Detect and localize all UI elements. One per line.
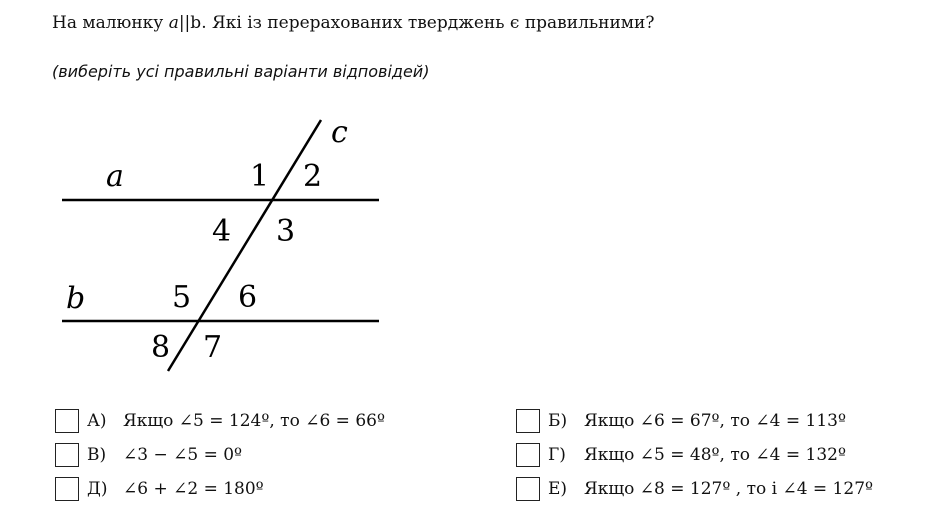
label-b: b (66, 281, 86, 316)
option-e[interactable] (516, 476, 873, 502)
option-v[interactable] (55, 442, 242, 468)
option-d-letter: Д) (87, 479, 108, 499)
option-v-checkbox[interactable] (55, 443, 79, 467)
option-d[interactable] (55, 476, 264, 502)
option-b-checkbox[interactable] (516, 409, 540, 433)
option-g-checkbox[interactable] (516, 443, 540, 467)
option-v-text: ∠3 − ∠5 = 0º (123, 445, 243, 465)
option-d-text: ∠6 + ∠2 = 180º (123, 479, 264, 499)
angle-label-3: 3 (276, 214, 296, 249)
option-g-letter: Г) (548, 445, 566, 465)
option-a[interactable] (55, 408, 385, 434)
angle-label-1: 1 (250, 159, 270, 194)
option-a-checkbox[interactable] (55, 409, 79, 433)
option-e-text: Якщо ∠8 = 127º , то і ∠4 = 127º (584, 479, 873, 499)
angle-label-8: 8 (151, 330, 171, 365)
option-g-text: Якщо ∠5 = 48º, то ∠4 = 132º (584, 445, 846, 465)
option-b-text: Якщо ∠6 = 67º, то ∠4 = 113º (584, 411, 846, 431)
option-b-letter: Б) (548, 411, 568, 431)
question-line-a: a (168, 13, 179, 33)
angle-label-4: 4 (212, 214, 232, 249)
option-a-letter: А) (87, 411, 107, 431)
transversal-c (168, 120, 321, 371)
option-g[interactable] (516, 442, 846, 468)
instruction-text: (виберіть усі правильні варіанти відповідей) (52, 62, 430, 81)
option-a-text: Якщо ∠5 = 124º, то ∠6 = 66º (123, 411, 385, 431)
question-suffix: . Які із перерахованих тверджень є правильними? (201, 13, 655, 33)
label-a: a (106, 159, 124, 194)
question-prefix: На малюнку (52, 13, 169, 33)
option-e-letter: Е) (548, 479, 568, 499)
label-c: c (331, 115, 348, 150)
option-b[interactable] (516, 408, 846, 434)
angle-label-5: 5 (172, 280, 192, 315)
option-d-checkbox[interactable] (55, 477, 79, 501)
angle-label-7: 7 (203, 330, 223, 365)
angle-label-6: 6 (238, 280, 258, 315)
question-line-b: b (190, 13, 202, 33)
option-v-letter: В) (87, 445, 107, 465)
question-parallel: || (178, 13, 191, 33)
angle-label-2: 2 (303, 159, 323, 194)
option-e-checkbox[interactable] (516, 477, 540, 501)
